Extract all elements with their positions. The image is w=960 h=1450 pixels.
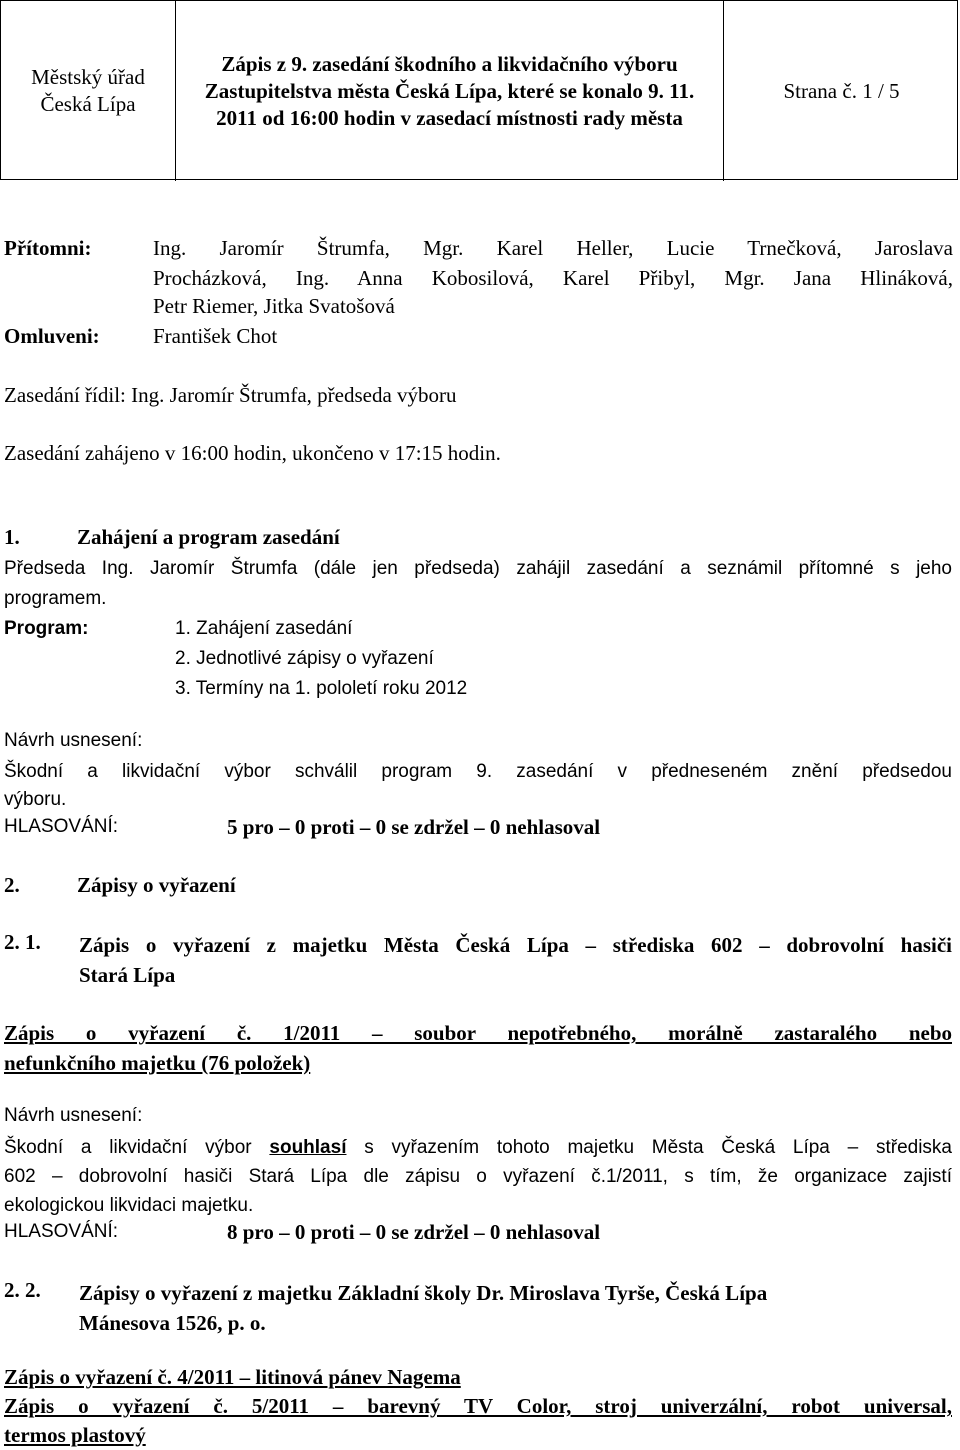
subsection-2-2-number: 2. 2.	[4, 1278, 41, 1302]
office-text: Městský úřad Česká Lípa	[31, 65, 145, 116]
program-item: 1. Zahájení zasedání	[175, 618, 353, 639]
excused-label: Omluveni:	[4, 324, 100, 348]
record-2011-4: Zápis o vyřazení č. 4/2011 – litinová pánev Nagema	[4, 1365, 461, 1389]
present-label: Přítomni:	[4, 236, 92, 260]
record-2011-1	[4, 1018, 952, 1078]
section-2-number: 2.	[4, 873, 20, 897]
intro-line-2: programem.	[4, 588, 107, 609]
subsection-2-1-title	[79, 930, 952, 990]
present-list	[153, 236, 953, 322]
vote-label: HLASOVÁNÍ:	[4, 1221, 119, 1242]
page-number	[724, 1, 959, 181]
title-text: Zápis z 9. zasedání škodního a likvidačního výboru Zastupitelstva města Česká Lípa, které se konalo 9. 11. 2011 od 16:00 hodin v zasedací místnosti rady města	[204, 51, 695, 130]
present-line-3: Petr Riemer, Jitka Svatošová	[153, 294, 395, 318]
section-1-intro	[4, 554, 952, 614]
proposal-approves: souhlasí	[269, 1137, 347, 1158]
program-item: 3. Termíny na 1. pololetí roku 2012	[175, 678, 468, 699]
timing-line: Zasedání zahájeno v 16:00 hodin, ukončeno v 17:15 hodin.	[4, 441, 501, 465]
record-line-2: nefunkčního majetku (76 položek)	[4, 1051, 311, 1075]
proposal-line-1	[4, 1133, 952, 1162]
proposal-line-2: výboru.	[4, 789, 67, 810]
record-line-2: termos plastový	[4, 1423, 146, 1447]
proposal-line-2: 602 – dobrovolní hasiči Stará Lípa dle zápisu o vyřazení č.1/2011, s tím, že organizace zajistí	[4, 1166, 952, 1187]
excused-list: František Chot	[153, 324, 278, 348]
present-line-1: Ing. Jaromír Štrumfa, Mgr. Karel Heller, Lucie Trnečková, Jaroslava	[153, 236, 953, 260]
present-line-2: Procházková, Ing. Anna Kobosilová, Karel Přibyl, Mgr. Jana Hlináková,	[153, 266, 953, 290]
intro-line-1: Předseda Ing. Jaromír Štrumfa (dále jen předseda) zahájil zasedání a seznámil přítomné s jeho	[4, 558, 952, 579]
proposal-line-1: Škodní a likvidační výbor schválil program 9. zasedání v předneseném znění předsedou	[4, 761, 952, 782]
proposal-line-3: ekologickou likvidaci majetku.	[4, 1195, 254, 1216]
subsection-title-line-1: Zápisy o vyřazení z majetku Základní školy Dr. Miroslava Tyrše, Česká Lípa	[79, 1281, 768, 1305]
program-list	[175, 614, 467, 704]
proposal-label: Návrh usnesení:	[4, 730, 143, 751]
proposal-label: Návrh usnesení:	[4, 1105, 143, 1126]
proposal-text-part: Škodní a likvidační výbor	[4, 1137, 270, 1158]
program-label: Program:	[4, 618, 89, 639]
record-2011-5	[4, 1392, 952, 1450]
section-1-number: 1.	[4, 525, 20, 549]
vote-result: 5 pro – 0 proti – 0 se zdržel – 0 nehlasoval	[227, 815, 601, 839]
proposal-text	[4, 758, 952, 814]
document-title	[176, 1, 724, 181]
vote-label: HLASOVÁNÍ:	[4, 816, 119, 837]
document-header	[0, 0, 958, 180]
proposal-text	[4, 1133, 952, 1220]
section-1-title: Zahájení a program zasedání	[77, 525, 340, 549]
office-name	[1, 1, 176, 181]
page-text: Strana č. 1 / 5	[783, 78, 900, 103]
record-line-1: Zápis o vyřazení č. 1/2011 – soubor nepotřebného, morálně zastaralého nebo	[4, 1021, 952, 1045]
section-2-title: Zápisy o vyřazení	[77, 873, 236, 897]
subsection-2-2-title	[79, 1278, 767, 1338]
vote-result: 8 pro – 0 proti – 0 se zdržel – 0 nehlasoval	[227, 1220, 601, 1244]
record-line-1: Zápis o vyřazení č. 5/2011 – barevný TV Color, stroj univerzální, robot universal,	[4, 1394, 952, 1418]
chair-line: Zasedání řídil: Ing. Jaromír Štrumfa, předseda výboru	[4, 383, 457, 407]
program-item: 2. Jednotlivé zápisy o vyřazení	[175, 648, 434, 669]
subsection-title-line-2: Stará Lípa	[79, 963, 176, 987]
subsection-title-line-2: Mánesova 1526, p. o.	[79, 1311, 266, 1335]
proposal-text-part: s vyřazením tohoto majetku Města Česká Lípa – střediska	[346, 1137, 952, 1158]
subsection-title-line-1: Zápis o vyřazení z majetku Města Česká Lípa – střediska 602 – dobrovolní hasiči	[79, 933, 952, 957]
subsection-2-1-number: 2. 1.	[4, 930, 41, 954]
